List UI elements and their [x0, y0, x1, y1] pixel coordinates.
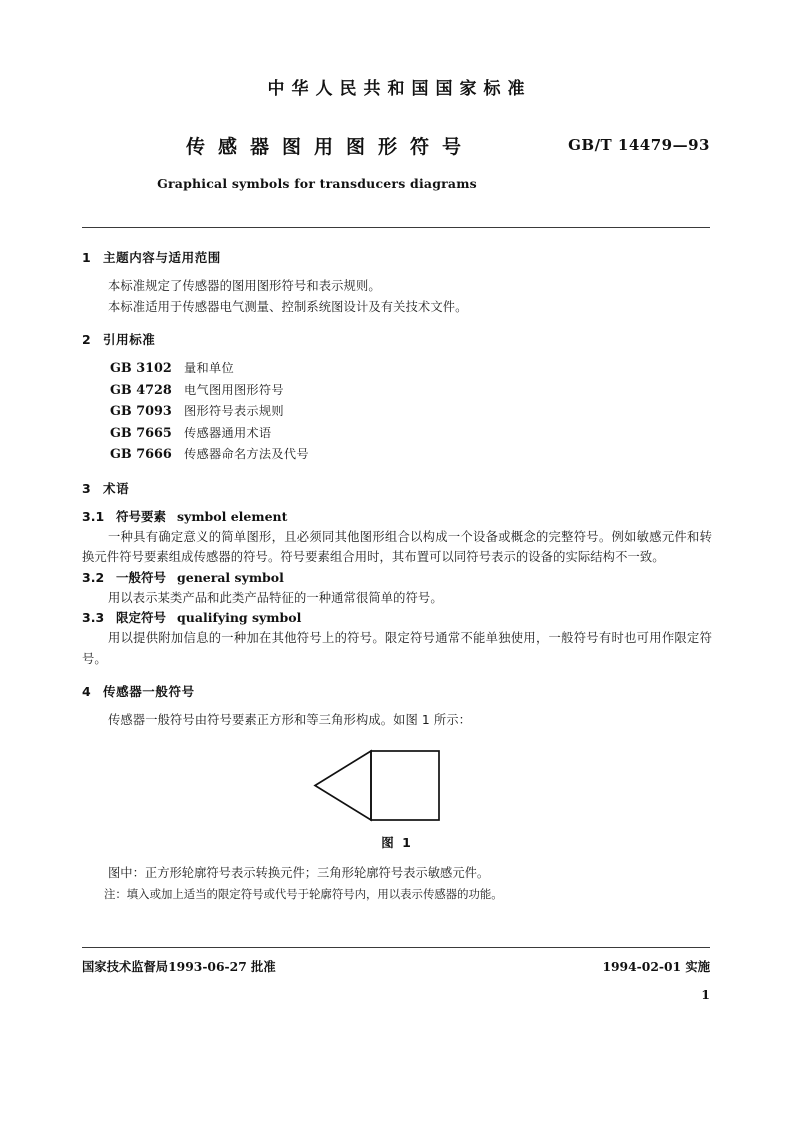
header-divider [82, 227, 710, 228]
reference-code: GB 7093 [110, 404, 172, 419]
list-item [82, 401, 712, 423]
section-number-4: 4 [82, 684, 91, 699]
reference-name: 电气图用图形符号 [184, 382, 284, 397]
subsection-number-3-3: 3.3 [82, 610, 105, 625]
section-heading-3 [82, 479, 712, 499]
section-heading-2 [82, 330, 712, 350]
page-number: 1 [701, 987, 710, 1002]
figure-1-note-small: 注：填入或加上适当的限定符号或代号于轮廓符号内，用以表示传感器的功能。 [104, 886, 503, 901]
subsection-english-3-2: general symbol [177, 569, 284, 585]
footer-divider [82, 947, 710, 948]
list-item [82, 444, 712, 466]
section-heading-1 [82, 248, 712, 268]
subsection-number-3-1: 3.1 [82, 508, 105, 524]
subsection-title-3-1: 符号要素 [116, 508, 167, 524]
transducer-general-symbol-icon [307, 747, 487, 827]
figure-1-note-main: 图中：正方形轮廓符号表示转换元件；三角形轮廓符号表示敏感元件。 [108, 865, 490, 880]
implementation-date: 1994-02-01 [602, 959, 682, 974]
subsection-heading-3-3 [82, 608, 712, 628]
document-body [82, 248, 712, 904]
page-title: 传感器图用图形符号 [185, 136, 474, 158]
reference-code: GB 4728 [110, 382, 172, 398]
section-title-1: 主题内容与适用范围 [103, 250, 221, 265]
section-title-3: 术语 [103, 480, 130, 496]
section-number-2: 2 [82, 332, 91, 347]
section-number-3: 3 [82, 480, 91, 496]
subsection-heading-3-2 [82, 568, 712, 588]
list-item [82, 423, 712, 445]
approval-date: 1993-06-27 [168, 959, 247, 974]
reference-name: 量和单位 [184, 361, 234, 375]
referenced-standards-list [82, 358, 712, 466]
document-header [82, 74, 710, 191]
subsection-3-1-body: 一种具有确定意义的简单图形，且必须同其他图形组合以构成一个设备或概念的完整符号。例如敏感元件和转换元件符号要素组成传感器的符号。符号要素组合用时，其布置可以同符号表示的设备的实际结构不一致。 [82, 529, 712, 564]
reference-name: 图形符号表示规则 [184, 404, 284, 418]
section-title-4: 传感器一般符号 [103, 684, 195, 699]
reference-name: 传感器通用术语 [184, 425, 272, 440]
subsection-title-3-2: 一般符号 [116, 569, 167, 585]
approval-info [82, 957, 276, 975]
standard-number: GB/T 14479—93 [568, 136, 710, 154]
section-heading-4 [82, 682, 712, 702]
subsection-english-3-1: symbol element [177, 508, 288, 524]
section-title-2: 引用标准 [103, 332, 156, 347]
subsection-heading-3-1 [82, 507, 712, 527]
english-title: Graphical symbols for transducers diagrams [157, 176, 477, 191]
section-4-paragraph-1: 传感器一般符号由符号要素正方形和等三角形构成。如图 1 所示： [108, 713, 472, 727]
subsection-3-2-body: 用以表示某类产品和此类产品特征的一种通常很简单的符号。 [108, 590, 443, 605]
reference-code: GB 3102 [110, 361, 172, 376]
reference-code: GB 7666 [110, 447, 172, 462]
section-1-paragraph-1: 本标准规定了传感器的图用图形符号和表示规则。 [108, 279, 381, 293]
approval-label: 批准 [251, 960, 276, 974]
reference-code: GB 7665 [110, 425, 172, 441]
document-footer [82, 957, 710, 975]
reference-name: 传感器命名方法及代号 [184, 447, 309, 461]
list-item [82, 380, 712, 402]
subsection-number-3-2: 3.2 [82, 569, 105, 585]
section-number-1: 1 [82, 250, 91, 265]
subsection-3-3-body: 用以提供附加信息的一种加在其他符号上的符号。限定符号通常不能单独使用，一般符号有时也可用作限定符号。 [82, 631, 712, 666]
implementation-label: 实施 [685, 960, 710, 974]
section-1-paragraph-2: 本标准适用于传感器电气测量、控制系统图设计及有关技术文件。 [108, 299, 468, 314]
nation-heading: 中华人民共和国国家标准 [267, 79, 532, 99]
implementation-info [602, 957, 710, 975]
subsection-title-3-3: 限定符号 [116, 610, 167, 625]
subsection-english-3-3: qualifying symbol [177, 610, 302, 625]
issuing-authority: 国家技术监督局 [82, 960, 169, 974]
figure-1-caption: 图 1 [381, 834, 413, 850]
figure-1-container [82, 747, 712, 851]
title-row [82, 132, 710, 160]
list-item [82, 358, 712, 380]
